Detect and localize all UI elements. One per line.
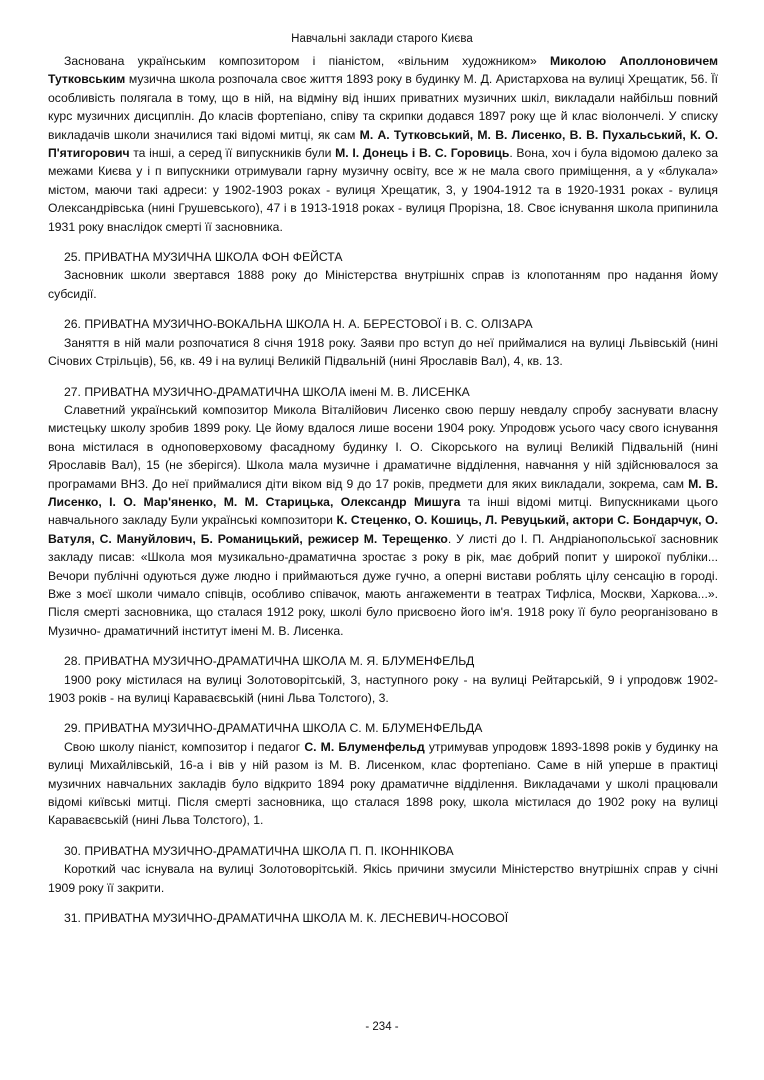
- section-25: [48, 248, 718, 303]
- section-paragraph: Засновник школи звертався 1888 року до Міністерства внутрішніх справ із клопотанням про надання йому субсидії.: [48, 268, 718, 301]
- section-27: [48, 383, 718, 641]
- section-heading: 31. ПРИВАТНА МУЗИЧНО-ДРАМАТИЧНА ШКОЛА М. К. ЛЕСНЕВИЧ-НОСОВОЇ: [64, 911, 509, 926]
- page-number: - 234 -: [365, 1021, 399, 1033]
- section-28: [48, 652, 718, 707]
- section-paragraph: Славетний український композитор Микола Віталійович Лисенко свою першу невдалу спробу заснувати власну мистецьку школу зробив 1899 року. Це йому вдалося лише восени 1904 року. Упродовж усього часу свого існування вона містилася в одноповерховому фасадному будинку І. О. Сікорського на вулиці Великій Підвальній (нині Ярославів Вал), 15 (не зберігся). Школа мала музичне і драматичне відділення, навчання у ній здійснювалося за програмами ВНЗ. До неї приймалися діти віком від 9 до 17 років, предмети для яких викладали, зокрема, сам М. В. Лисенко, І. О. Мар'яненко, М. М. Старицька, Олександр Мишуга та інші відомі митці. Випускниками цього навчального закладу Були українські композитори К. Стеценко, О. Кошиць, Л. Ревуцький, актори С. Бондарчук, О. Ватуля, С. Мануйлович, Б. Романицький, режисер М. Терещенко. У листі до І. П. Андріанопольської засновник закладу писав: «Школа моя музикально-драматична зростає з року в рік, має добрий попит у широкої публіки... Вечори публічні одуються дуже людно і приймаються дуже гучно, а оперні вистави роблять цілу сенсацію в городі. Вже з моєї школи чимало співців, особливо співачок, мають ангажементи в театрах Тифліса, Москви, Харкова...». Після смерті засновника, що сталася 1912 року, школі було присвоєно його ім'я. 1918 року її було реорганізовано в Музично- драматичний інститут імені М. В. Лисенка.: [48, 402, 718, 638]
- section-heading: 25. ПРИВАТНА МУЗИЧНА ШКОЛА ФОН ФЕЙСТА: [64, 250, 343, 265]
- section-paragraph: Заняття в ній мали розпочатися 8 січня 1918 року. Заяви про вступ до неї приймалися на вулиці Львівській (нині Січових Стрільців), 56, кв. 49 і на вулиці Великій Підвальній (нині Ярославів Вал), 4, кв. 13.: [48, 335, 718, 369]
- section-paragraph: 1900 року містилася на вулиці Золотоворітській, 3, наступного року - на вулиці Рейтарській, 9 і упродовж 1902-1903 років - на вулиці Караваєвській (нині Льва Толстого), 3.: [48, 672, 718, 705]
- section-26: [48, 315, 718, 370]
- section-31: [48, 909, 718, 927]
- section-heading: 30. ПРИВАТНА МУЗИЧНО-ДРАМАТИЧНА ШКОЛА П. П. ІКОННІКОВА: [64, 843, 454, 858]
- section-heading: 29. ПРИВАТНА МУЗИЧНО-ДРАМАТИЧНА ШКОЛА С. М. БЛУМЕНФЕЛЬДА: [64, 721, 483, 736]
- section-paragraph: Свою школу піаніст, композитор і педагог С. М. Блуменфельд утримував упродовж 1893-1898 років у будинку на вулиці Михайлівській, 16-а і вів у ній разом із М. В. Лисенком, клас фортепіано. Саме в ній уперше в практиці музичних навчальних закладів було відкрито 1894 року драматичне відділення. Викладачами у школі працювали відомі київські митці. Після смерті засновника, що сталася 1898 року, школа містилася до 1902 року на вулиці Караваєвській (нині Льва Толстого), 1.: [48, 739, 718, 828]
- section-heading: 26. ПРИВАТНА МУЗИЧНО-ВОКАЛЬНА ШКОЛА Н. А. БЕРЕСТОВОЇ і В. С. ОЛІЗАРА: [64, 317, 533, 332]
- section-30: [48, 842, 718, 897]
- section-heading: 28. ПРИВАТНА МУЗИЧНО-ДРАМАТИЧНА ШКОЛА М. Я. БЛУМЕНФЕЛЬД: [64, 654, 475, 669]
- section-paragraph: Короткий час існувала на вулиці Золотоворітській. Якісь причини змусили Міністерство внутрішніх справ у січні 1909 року її закрити.: [48, 862, 718, 895]
- section-heading: 27. ПРИВАТНА МУЗИЧНО-ДРАМАТИЧНА ШКОЛА імені М. В. ЛИСЕНКА: [64, 384, 470, 399]
- section-29: [48, 719, 718, 829]
- running-header: Навчальні заклади старого Києва: [291, 33, 473, 45]
- page-body: [48, 52, 718, 927]
- intro-paragraph: Заснована українським композитором і піаністом, «вільним художником» Миколою Аполлоновичем Тутковським музична школа розпочала своє життя 1893 року в будинку М. Д. Аристархова на вулиці Хрещатик, 56. Її особливість полягала в тому, що в ній, на відміну від інших приватних музичних шкіл, викладали найбільш повний курс музичних дисциплін. До класів фортепіано, співу та скрипки додався 1897 року ще й клас віолончелі. У списку викладачів школи значилися такі відомі митці, як сам М. А. Тутковський, М. В. Лисенко, В. В. Пухальський, К. О. П'ятигорович та інші, а серед її випускників були М. І. Донець і В. С. Горовиць. Вона, хоч і була відомою далеко за межами Києва у і п випускники отримували гарну музичну освіту, все ж не мала свого приміщення, а у «блукала» містом, маючи такі адреси: у 1902-1903 роках - вулиця Хрещатик, 3, у 1904-1912 та в 1920-1931 роках - вулиця Олександрівська (нині Грушевського), 47 і в 1913-1918 роках - вулиця Прорізна, 18. Своє існування школа припинила 1931 року внаслідок смерті її засновника.: [48, 54, 719, 234]
